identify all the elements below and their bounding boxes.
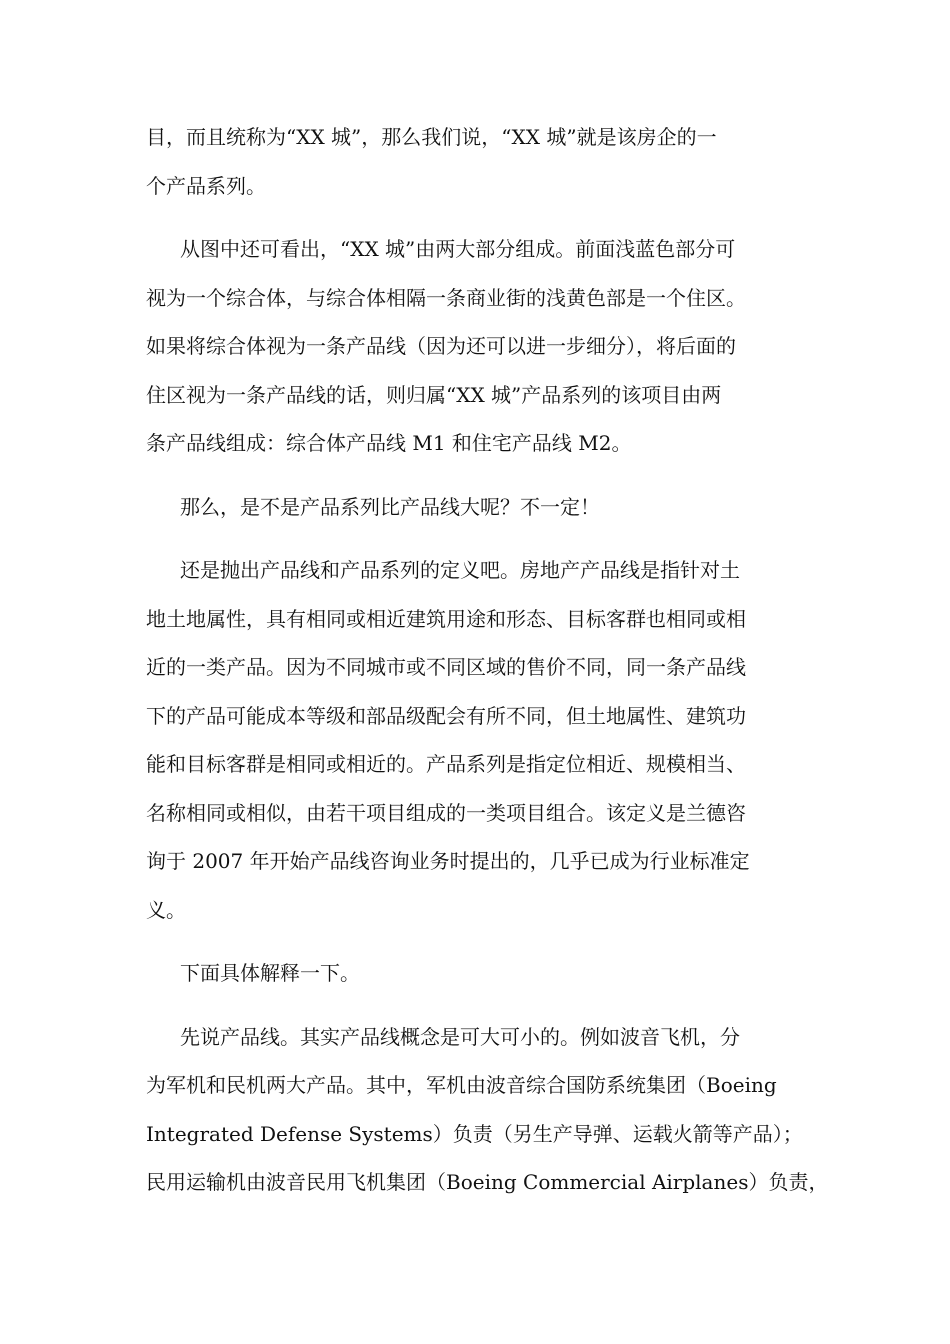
text-line: 为军机和民机两大产品。其中，军机由波音综合国防系统集团（Boeing [146, 1073, 777, 1097]
text-line: 近的一类产品。因为不同城市或不同区域的售价不同，同一条产品线 [146, 655, 746, 679]
text-line: 目，而且统称为“XX 城”，那么我们说，“XX 城”就是该房企的一 [146, 125, 717, 149]
text-line: Integrated Defense Systems）负责（另生产导弹、运载火箭等产品）； [146, 1121, 803, 1146]
text-line: 名称相同或相似，由若干项目组成的一类项目组合。该定义是兰德咨 [146, 800, 746, 825]
text-line: 能和目标客群是相同或相近的。产品系列是指定位相近、规模相当、 [146, 752, 746, 776]
text-line: 住区视为一条产品线的话，则归属“XX 城”产品系列的该项目由两 [146, 382, 722, 407]
paragraph-2 [146, 225, 806, 468]
text-line: 个产品系列。 [146, 173, 266, 198]
paragraph-3 [146, 483, 806, 532]
text-line: 从图中还可看出，“XX 城”由两大部分组成。前面浅蓝色部分可 [180, 237, 736, 261]
text-line: 民用运输机由波音民用飞机集团（Boeing Commercial Airplanes）负责， [146, 1170, 829, 1194]
paragraph-1 [146, 113, 806, 210]
body-text [146, 113, 829, 1207]
text-line: 下的产品可能成本等级和部品级配会有所不同，但土地属性、建筑功 [146, 703, 746, 728]
text-line: 下面具体解释一下。 [180, 961, 360, 985]
text-line: 还是抛出产品线和产品系列的定义吧。房地产产品线是指针对土 [180, 558, 740, 582]
paragraph-6 [146, 1013, 829, 1207]
paragraph-5 [146, 949, 806, 998]
text-line: 条产品线组成：综合体产品线 M1 和住宅产品线 M2。 [146, 431, 632, 455]
paragraph-4 [146, 546, 806, 934]
text-line: 先说产品线。其实产品线概念是可大可小的。例如波音飞机，分 [180, 1024, 740, 1049]
text-line: 视为一个综合体，与综合体相隔一条商业街的浅黄色部是一个住区。 [146, 285, 746, 310]
text-line: 义。 [146, 897, 186, 922]
text-line: 地土地属性，具有相同或相近建筑用途和形态、目标客群也相同或相 [146, 606, 746, 631]
text-line: 询于 2007 年开始产品线咨询业务时提出的，几乎已成为行业标准定 [146, 849, 750, 873]
text-line: 那么，是不是产品系列比产品线大呢？不一定！ [180, 494, 600, 519]
text-line: 如果将综合体视为一条产品线（因为还可以进一步细分），将后面的 [146, 334, 736, 358]
